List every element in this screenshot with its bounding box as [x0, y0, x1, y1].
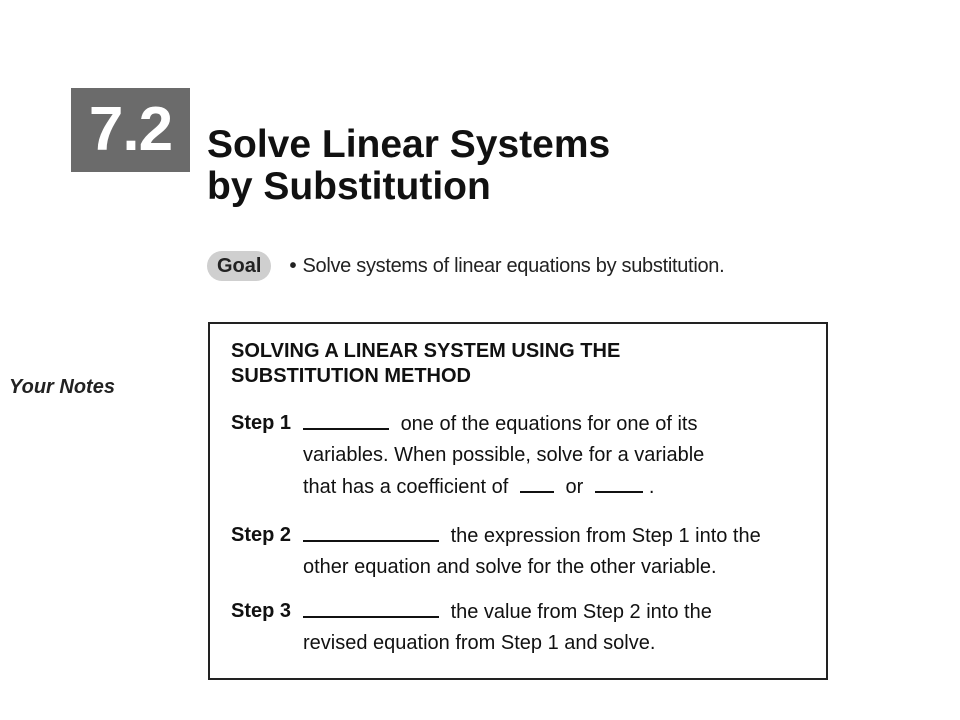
goal-bullet: •	[289, 254, 297, 277]
step-1-line-3-end: .	[648, 476, 655, 498]
step-3-line-1-text: the value from Step 2 into the	[450, 601, 712, 623]
step-1-label: Step 1	[231, 412, 292, 434]
step-1-line-1-text: one of the equations for one of its	[400, 413, 698, 435]
lesson-title-line-1: Solve Linear Systems	[207, 123, 611, 166]
step-1-line-1	[303, 408, 828, 440]
goal-badge: Goal	[207, 251, 271, 281]
step-2-line-1-text: the expression from Step 1 into the	[450, 525, 761, 547]
coefficient-blank-2	[595, 471, 643, 493]
step-1-body	[303, 408, 828, 503]
step-3-line-1	[303, 596, 828, 628]
step-1-blank	[303, 408, 389, 430]
step-2-blank	[303, 520, 439, 542]
step-1-line-3	[303, 471, 828, 503]
goal-row	[207, 250, 724, 282]
step-1-line-2: variables. When possible, solve for a variable	[303, 444, 705, 466]
step-1-line-3-or: or	[565, 476, 584, 498]
lesson-title	[207, 124, 610, 208]
your-notes-label: Your Notes	[9, 376, 115, 398]
method-box-heading-line-2: SUBSTITUTION METHOD	[231, 365, 471, 387]
section-number-badge: 7.2	[71, 88, 190, 172]
step-1-line-3-text: that has a coefficient of	[303, 476, 509, 498]
substitution-method-box	[208, 322, 828, 680]
step-2-line-1	[303, 520, 828, 552]
step-3-body	[303, 596, 828, 659]
step-3-blank	[303, 596, 439, 618]
step-2-line-2: other equation and solve for the other variable.	[303, 556, 717, 578]
lesson-title-line-2: by Substitution	[207, 165, 491, 208]
step-3-line-2: revised equation from Step 1 and solve.	[303, 632, 656, 654]
goal-text: Solve systems of linear equations by substitution.	[302, 254, 725, 277]
step-2-label: Step 2	[231, 524, 292, 546]
method-box-heading-line-1: SOLVING A LINEAR SYSTEM USING THE	[231, 340, 621, 362]
step-3-label: Step 3	[231, 600, 292, 622]
method-box-heading	[231, 339, 620, 389]
step-2-body	[303, 520, 828, 583]
coefficient-blank-1	[520, 471, 554, 493]
